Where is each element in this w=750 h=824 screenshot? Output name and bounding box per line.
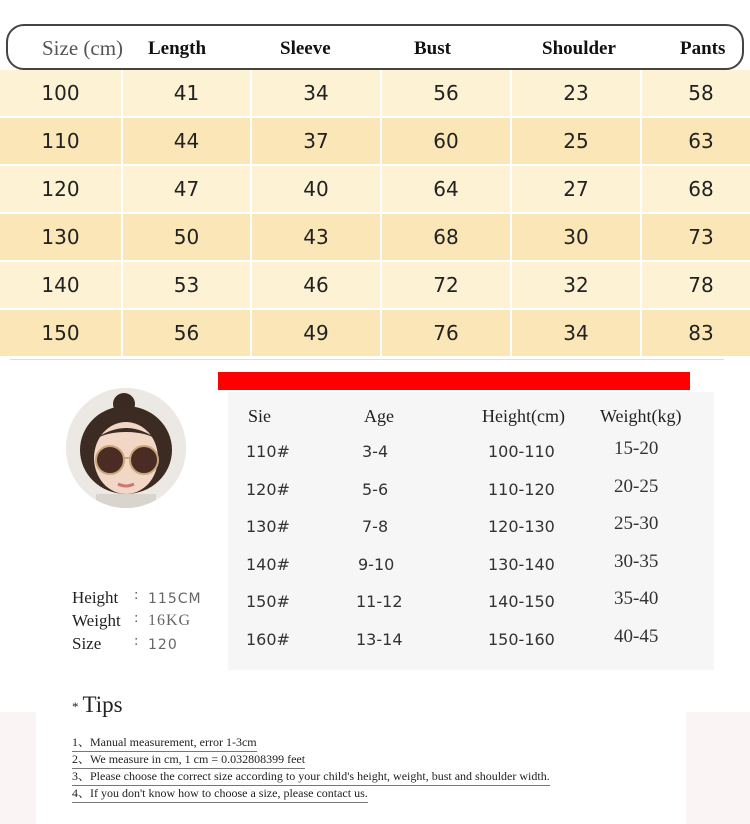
age-table-cell: 3-4 — [362, 442, 389, 461]
age-table-cell: 20-25 — [614, 475, 659, 497]
size-cell: 100 — [0, 70, 121, 116]
header-length: Length — [148, 38, 207, 59]
model-weight-value: 16KG — [148, 612, 192, 629]
size-cell: 53 — [123, 262, 250, 308]
size-cell: 130 — [0, 214, 121, 260]
size-cell: 44 — [123, 118, 250, 164]
accent-bar — [218, 372, 690, 390]
size-cell: 120 — [0, 166, 121, 212]
age-table-cell: 25-30 — [614, 513, 659, 534]
size-cell: 76 — [382, 310, 510, 356]
size-cell: 49 — [252, 310, 380, 356]
age-table-cell: 150-160 — [488, 629, 555, 649]
size-cell: 46 — [252, 262, 380, 308]
size-table-body — [0, 70, 750, 356]
size-cell: 40 — [252, 166, 380, 212]
age-table-cell: 130# — [246, 517, 290, 536]
age-table-cell: 160# — [246, 629, 290, 649]
size-cell: 83 — [642, 310, 750, 356]
tips-title-text: Tips — [82, 692, 123, 717]
size-cell: 34 — [512, 310, 640, 356]
size-cell: 110 — [0, 118, 121, 164]
size-cell: 73 — [642, 214, 750, 260]
colon: : — [134, 611, 139, 626]
size-cell: 23 — [512, 70, 640, 116]
tip-item: 1、Manual measurement, error 1-3cm — [72, 733, 257, 752]
size-cell: 58 — [642, 70, 750, 116]
header-size: Size (cm) — [42, 36, 124, 60]
model-size-label: Size — [72, 634, 102, 653]
age-size-table — [228, 392, 714, 670]
age-table-cell: 120# — [246, 479, 290, 499]
colon: : — [134, 588, 139, 603]
size-cell: 56 — [123, 310, 250, 356]
size-cell: 78 — [642, 262, 750, 308]
age-table-cell: 15-20 — [614, 438, 659, 459]
age-table-header: Height(cm) — [482, 406, 565, 426]
section-divider — [10, 359, 724, 360]
tip-item: 4、If you don't know how to choose a size, please contact us. — [72, 784, 368, 803]
child-with-sunglasses-icon — [66, 388, 186, 508]
model-height-value: 115CM — [148, 591, 202, 607]
age-table-cell: 100-110 — [488, 442, 555, 461]
age-table-cell: 140# — [246, 554, 290, 574]
size-cell: 50 — [123, 214, 250, 260]
age-table-cell: 120-130 — [488, 517, 555, 536]
size-cell: 43 — [252, 214, 380, 260]
age-table-cell: 9-10 — [358, 554, 395, 574]
header-shoulder: Shoulder — [542, 38, 616, 59]
age-table-cell: 30-35 — [614, 550, 659, 572]
size-cell: 25 — [512, 118, 640, 164]
age-table-header: Weight(kg) — [600, 406, 682, 426]
age-table-cell: 5-6 — [362, 479, 389, 499]
size-cell: 34 — [252, 70, 380, 116]
model-weight-label: Weight — [72, 611, 121, 630]
age-table-header: Sie — [248, 406, 272, 426]
header-pants: Pants — [680, 38, 726, 59]
colon: : — [134, 634, 139, 649]
tips-title — [72, 692, 123, 718]
age-table-cell: 110# — [246, 442, 290, 461]
size-cell: 32 — [512, 262, 640, 308]
size-cell: 41 — [123, 70, 250, 116]
age-table-cell: 130-140 — [488, 554, 555, 574]
tip-item: 2、We measure in cm, 1 cm = 0.032808399 feet — [72, 750, 305, 769]
size-cell: 72 — [382, 262, 510, 308]
background-shade — [686, 712, 750, 824]
age-table-cell: 13-14 — [356, 629, 403, 649]
model-size-value: 120 — [148, 637, 178, 653]
age-table-cell: 40-45 — [614, 625, 659, 647]
size-cell: 68 — [382, 214, 510, 260]
age-table-cell: 7-8 — [362, 517, 389, 536]
age-table-cell: 150# — [246, 592, 290, 611]
size-cell: 56 — [382, 70, 510, 116]
size-cell: 140 — [0, 262, 121, 308]
size-cell: 150 — [0, 310, 121, 356]
age-table-cell: 140-150 — [488, 592, 555, 611]
age-table-cell: 11-12 — [356, 592, 403, 611]
header-sleeve: Sleeve — [280, 38, 331, 59]
model-height-label: Height — [72, 588, 119, 607]
size-cell: 63 — [642, 118, 750, 164]
age-table-cell: 35-40 — [614, 588, 659, 609]
size-cell: 47 — [123, 166, 250, 212]
size-cell: 64 — [382, 166, 510, 212]
star-icon: * — [72, 698, 79, 714]
size-cell: 37 — [252, 118, 380, 164]
background-shade — [0, 712, 36, 824]
size-cell: 68 — [642, 166, 750, 212]
size-cell: 30 — [512, 214, 640, 260]
size-cell: 60 — [382, 118, 510, 164]
age-table-header: Age — [364, 406, 394, 426]
size-cell: 27 — [512, 166, 640, 212]
size-table-header — [6, 24, 744, 70]
age-table-cell: 110-120 — [488, 479, 555, 499]
header-bust: Bust — [414, 38, 451, 59]
tip-item: 3、Please choose the correct size according to your child's height, weight, bust and shoulder width. — [72, 767, 550, 786]
model-photo — [66, 388, 186, 508]
